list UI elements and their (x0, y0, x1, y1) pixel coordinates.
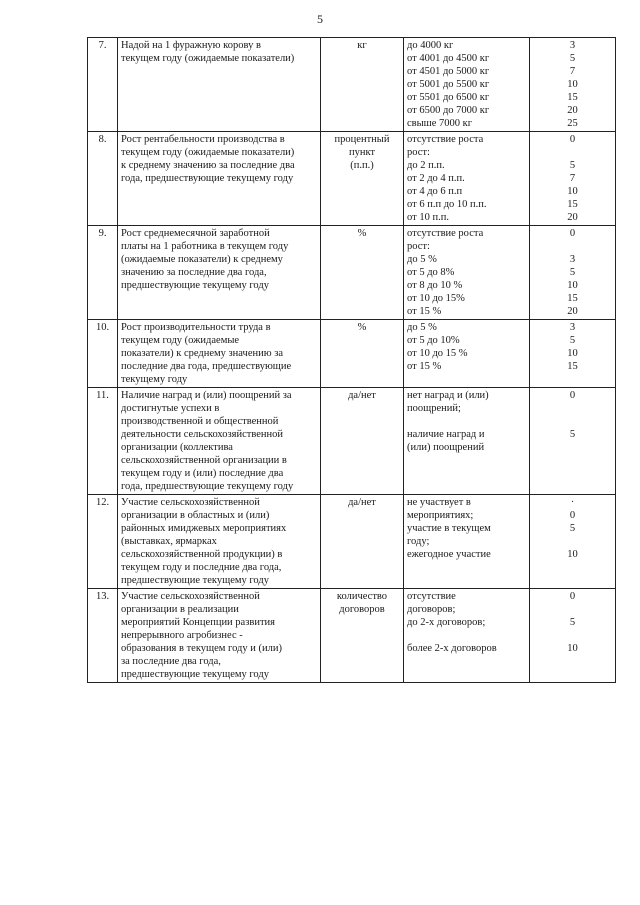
condition-text: от 10 п.п. (407, 212, 449, 223)
condition-text: до 5 % (407, 322, 437, 333)
points-value: 0 (569, 390, 576, 401)
row-number: 9. (88, 226, 118, 320)
row-number: 7. (88, 38, 118, 132)
unit-text: % (357, 322, 367, 333)
condition-text: до 2 п.п. (407, 160, 445, 171)
points-value: 3 (569, 322, 576, 333)
condition-text: от 4 до 6 п.п (407, 186, 463, 197)
table-row (88, 320, 616, 388)
spacer (533, 603, 612, 616)
points-value: 0 (569, 134, 576, 145)
condition-text: отсутствие роста (407, 228, 484, 239)
points-value: 10 (567, 186, 578, 197)
condition-text: до 5 % (407, 254, 437, 265)
table-row (88, 38, 616, 132)
condition-text: участие в текущем (407, 523, 491, 534)
criterion-name: Участие сельскохозяйственной организации в реализации мероприятий Концепции развития непрерывного агробизнес - образования в текущем году и (или) за последние два года, предшествующие текущему году (121, 591, 282, 680)
condition-text: более 2-х договоров (407, 643, 497, 654)
unit-text: кг (357, 40, 367, 51)
points-value: 5 (569, 53, 576, 64)
condition-text: от 5001 до 5500 кг (407, 79, 490, 90)
condition-text: до 2-х договоров; (407, 617, 486, 628)
points-cell (530, 226, 616, 320)
condition-text: рост: (407, 147, 430, 158)
points-value: 5 (569, 617, 576, 628)
criterion-name: Надой на 1 фуражную корову в текущем году (ожидаемые показатели) (121, 40, 295, 64)
spacer (533, 415, 612, 428)
criterion-name-cell (118, 589, 321, 683)
condition-text: от 15 % (407, 361, 442, 372)
condition-text: году; (407, 536, 430, 547)
points-value: 0 (569, 228, 576, 239)
unit-text: % (357, 228, 367, 239)
conditions-cell (404, 320, 530, 388)
spacer (533, 441, 612, 454)
spacer (533, 146, 612, 159)
spacer (407, 629, 526, 642)
points-value: 10 (567, 280, 578, 291)
spacer (533, 402, 612, 415)
condition-text: от 6 п.п до 10 п.п. (407, 199, 487, 210)
condition-text: от 5 до 10% (407, 335, 460, 346)
points-value: 3 (569, 40, 576, 51)
table-row (88, 495, 616, 589)
conditions-cell (404, 589, 530, 683)
unit-cell (321, 589, 404, 683)
condition-text: (или) поощрений (407, 442, 485, 453)
points-value: 20 (567, 105, 578, 116)
unit-text: количество (336, 591, 388, 602)
points-value: 20 (567, 306, 578, 317)
criterion-name: Участие сельскохозяйственной организации в областных и (или) районных имиджевых мероприятиях (выставках, ярмарках сельскохозяйственной продукции) в текущем году и последние два года, предшествующие текущему году (121, 497, 287, 586)
condition-text: от 5501 до 6500 кг (407, 92, 490, 103)
unit-cell (321, 132, 404, 226)
unit-text: пункт (348, 147, 376, 158)
criterion-name-cell (118, 388, 321, 495)
points-value: 15 (567, 293, 578, 304)
condition-text: мероприятиях; (407, 510, 474, 521)
spacer (533, 535, 612, 548)
row-number: 10. (88, 320, 118, 388)
unit-text: процентный (334, 134, 390, 145)
condition-text: отсутствие роста (407, 134, 484, 145)
points-cell (530, 388, 616, 495)
points-value: 10 (567, 79, 578, 90)
table-row (88, 589, 616, 683)
points-value: 0 (569, 591, 576, 602)
criterion-name-cell (118, 495, 321, 589)
condition-text: от 10 до 15 % (407, 348, 468, 359)
condition-text: рост: (407, 241, 430, 252)
points-value: 7 (569, 173, 576, 184)
condition-text: отсутствие (407, 591, 456, 602)
condition-text: от 6500 до 7000 кг (407, 105, 490, 116)
unit-text: (п.п.) (350, 160, 374, 171)
points-cell (530, 589, 616, 683)
conditions-cell (404, 495, 530, 589)
table-row (88, 226, 616, 320)
points-value: · (570, 497, 575, 508)
table-row (88, 132, 616, 226)
spacer (533, 240, 612, 253)
condition-text: от 8 до 10 % (407, 280, 463, 291)
points-value: 7 (569, 66, 576, 77)
unit-cell (321, 388, 404, 495)
condition-text: договоров; (407, 604, 456, 615)
points-value: 10 (567, 348, 578, 359)
condition-text: до 4000 кг (407, 40, 454, 51)
points-value: 10 (567, 549, 578, 560)
page-number: 5 (317, 12, 323, 26)
criterion-name-cell (118, 320, 321, 388)
condition-text: ежегодное участие (407, 549, 491, 560)
unit-text: договоров (339, 604, 385, 615)
condition-text: от 4501 до 5000 кг (407, 66, 490, 77)
condition-text: наличие наград и (407, 429, 485, 440)
points-value: 0 (569, 510, 576, 521)
unit-text: да/нет (348, 497, 376, 508)
conditions-cell (404, 38, 530, 132)
points-cell (530, 38, 616, 132)
condition-text: от 15 % (407, 306, 442, 317)
points-value: 5 (569, 160, 576, 171)
condition-text: от 5 до 8% (407, 267, 455, 278)
points-value: 25 (567, 118, 578, 129)
condition-text: от 10 до 15% (407, 293, 465, 304)
condition-text: свыше 7000 кг (407, 118, 473, 129)
row-number: 8. (88, 132, 118, 226)
points-cell (530, 320, 616, 388)
spacer (407, 415, 526, 428)
unit-cell (321, 38, 404, 132)
points-cell (530, 495, 616, 589)
criterion-name-cell (118, 226, 321, 320)
unit-cell (321, 320, 404, 388)
unit-cell (321, 226, 404, 320)
points-value: 5 (569, 429, 576, 440)
points-value: 5 (569, 267, 576, 278)
points-value: 20 (567, 212, 578, 223)
criterion-name-cell (118, 38, 321, 132)
conditions-cell (404, 388, 530, 495)
points-value: 15 (567, 199, 578, 210)
table-row (88, 388, 616, 495)
spacer (533, 629, 612, 642)
points-value: 15 (567, 361, 578, 372)
points-value: 5 (569, 335, 576, 346)
points-value: 15 (567, 92, 578, 103)
condition-text: от 4001 до 4500 кг (407, 53, 490, 64)
unit-text: да/нет (348, 390, 376, 401)
condition-text: поощрений; (407, 403, 461, 414)
criterion-name: Рост среднемесячной заработной платы на 1 работника в текущем году (ожидаемые показатели) к среднему значению за последние два года, предшествующие текущему году (121, 228, 289, 291)
conditions-cell (404, 226, 530, 320)
criterion-name: Рост производительности труда в текущем году (ожидаемые показатели) к среднему значению за последние два года, предшествующие текущему году (121, 322, 292, 385)
criteria-table (87, 37, 616, 683)
condition-text: от 2 до 4 п.п. (407, 173, 465, 184)
criterion-name: Рост рентабельности производства в текущем году (ожидаемые показатели) к среднему значению за последние два года, предшествующие текущему году (121, 134, 295, 184)
row-number: 11. (88, 388, 118, 495)
points-cell (530, 132, 616, 226)
condition-text: не участвует в (407, 497, 471, 508)
points-value: 10 (567, 643, 578, 654)
points-value: 5 (569, 523, 576, 534)
condition-text: нет наград и (или) (407, 390, 489, 401)
points-value: 3 (569, 254, 576, 265)
conditions-cell (404, 132, 530, 226)
row-number: 12. (88, 495, 118, 589)
unit-cell (321, 495, 404, 589)
criterion-name: Наличие наград и (или) поощрений за достигнутые успехи в производственной и общественной деятельности сельскохозяйственной организации (коллектива сельскохозяйственной организации в текущем году и (или) последние два года, предшествующие текущему году (121, 390, 294, 492)
row-number: 13. (88, 589, 118, 683)
criterion-name-cell (118, 132, 321, 226)
